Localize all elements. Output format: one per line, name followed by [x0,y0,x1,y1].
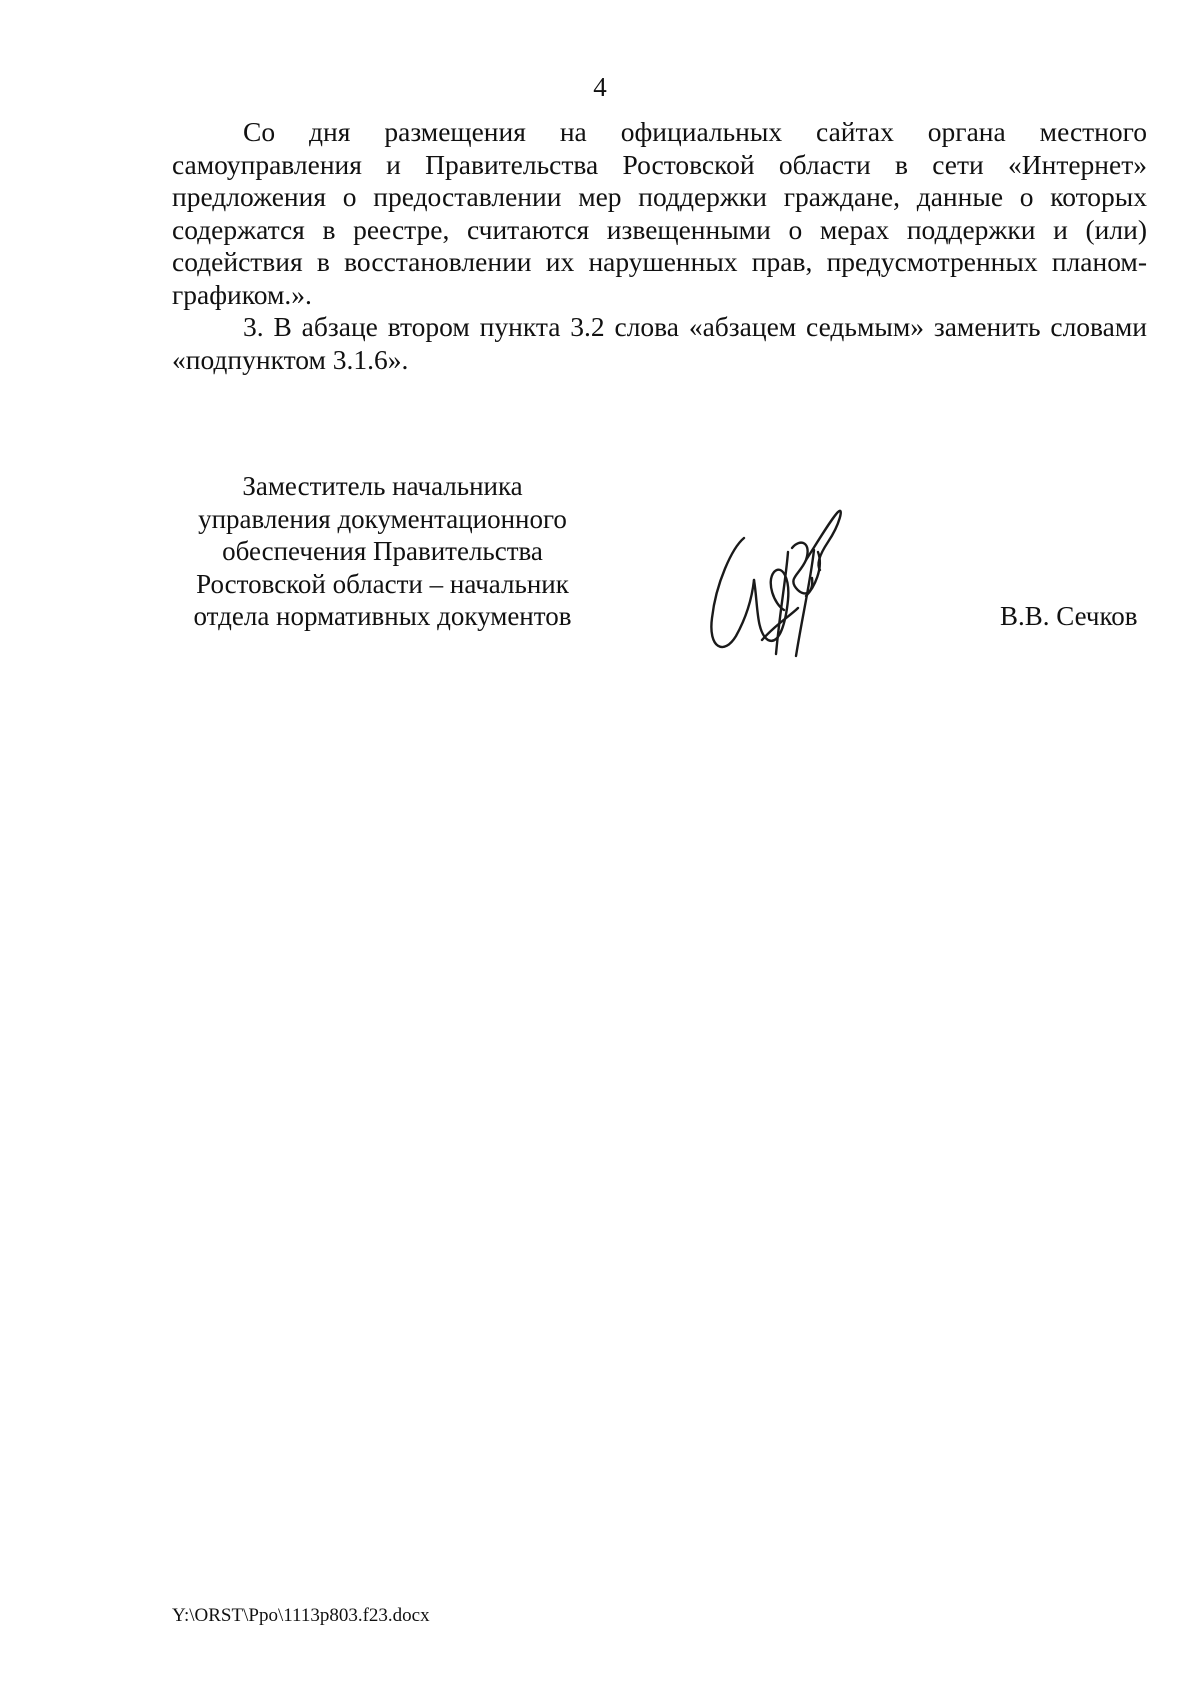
signatory-position [170,470,595,633]
handwritten-signature-icon [702,508,872,658]
file-path: Y:\ORST\Ppo\1113p803.f23.docx [172,1605,430,1626]
position-line: отдела нормативных документов [193,601,572,631]
position-line: Ростовской области – начальник [196,568,569,599]
position-line: Заместитель начальника [242,471,523,501]
position-line: обеспечения Правительства [222,536,543,566]
page-number: 4 [593,72,607,102]
paragraph: 3. В абзаце втором пункта 3.2 слова «абзацем седьмым» заменить словами «подпунктом 3.1.6». [172,311,1147,375]
document-body [172,116,1147,376]
position-line: управления документационного [198,503,567,534]
signer-name: В.В. Сечков [1000,601,1138,631]
paragraph: Со дня размещения на официальных сайтах органа местного самоуправления и Правительства Ростовской области в сети «Интернет» предложения о предоставлении мер поддержки граждане, данные о которых содержатся в реестре, считаются извещенными о мерах поддержки и (или) содействия в восстановлении их нарушенных прав, предусмотренных планом-графиком.». [172,116,1147,310]
